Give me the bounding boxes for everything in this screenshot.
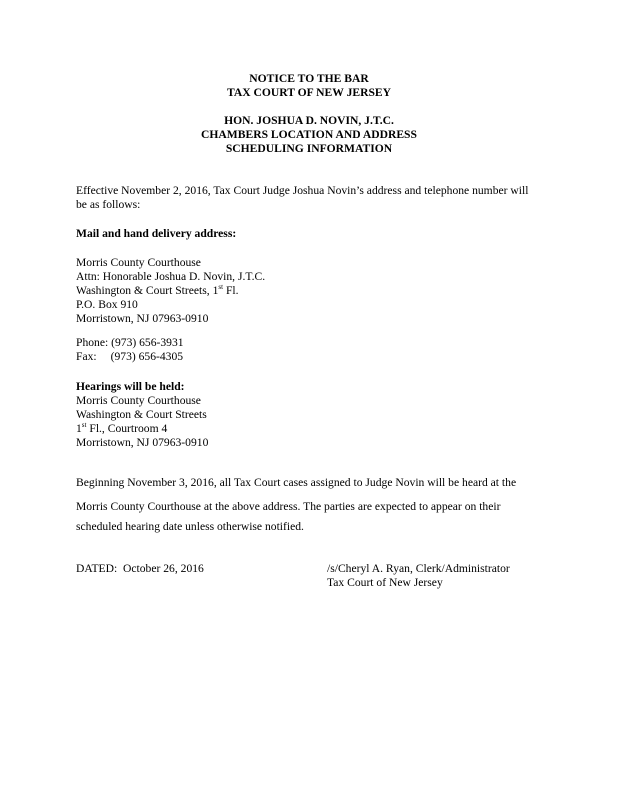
intro-line-2: be as follows: (76, 198, 141, 211)
mail-address-line-3-suffix: Fl. (223, 284, 239, 297)
body-paragraph-line-3-block (76, 520, 546, 534)
mail-address-line-5: Morristown, NJ 07963-0910 (76, 312, 209, 325)
dated-label: DATED: (76, 562, 118, 575)
body-paragraph-line-1: Beginning November 3, 2016, all Tax Court cases assigned to Judge Novin will be heard at the (76, 476, 517, 489)
signature-block (327, 562, 510, 590)
hearings-line-3 (76, 422, 546, 436)
mail-address-line-3-sup: st (218, 283, 224, 292)
phone-line (76, 336, 546, 350)
signature-line-1: /s/Cheryl A. Ryan, Clerk/Administrator (327, 562, 510, 575)
phone-number: (973) 656-3931 (111, 336, 184, 349)
notice-subtitle-line-2: CHAMBERS LOCATION AND ADDRESS (201, 128, 417, 141)
body-paragraph-line-1-block (76, 476, 546, 490)
fax-number: (973) 656-4305 (110, 350, 184, 363)
notice-title (0, 72, 618, 100)
fax-label: Fax: (76, 350, 97, 363)
mail-address-line-2: Attn: Honorable Joshua D. Novin, J.T.C. (76, 270, 266, 283)
dated-date: October 26, 2016 (123, 562, 204, 575)
body-paragraph-line-2-block (76, 500, 546, 514)
mail-address-block (76, 256, 546, 326)
intro-line-1: Effective November 2, 2016, Tax Court Judge Joshua Novin’s address and telephone number will (76, 184, 529, 197)
body-paragraph-line-2: Morris County Courthouse at the above address. The parties are expected to appear on their (76, 500, 501, 513)
intro-paragraph (76, 184, 546, 212)
notice-subtitle-line-3: SCHEDULING INFORMATION (225, 142, 393, 155)
notice-subtitle (0, 114, 618, 156)
phone-label: Phone: (76, 336, 109, 349)
mail-address-heading: Mail and hand delivery address: (76, 227, 237, 240)
hearings-heading: Hearings will be held: (76, 380, 185, 393)
mail-address-heading-block (76, 227, 546, 241)
hearings-block (76, 380, 546, 450)
hearings-line-3-suffix: Fl., Courtroom 4 (86, 422, 168, 435)
hearings-line-4: Morristown, NJ 07963-0910 (76, 436, 209, 449)
mail-address-line-3-prefix: Washington & Court Streets, 1 (76, 284, 219, 297)
hearings-line-3-sup: st (81, 421, 87, 430)
hearings-line-1: Morris County Courthouse (76, 394, 201, 407)
body-paragraph-line-3: scheduled hearing date unless otherwise notified. (76, 520, 304, 533)
hearings-line-2: Washington & Court Streets (76, 408, 207, 421)
notice-title-line-1: NOTICE TO THE BAR (249, 72, 369, 85)
contact-block (76, 336, 546, 364)
notice-title-line-2: TAX COURT OF NEW JERSEY (226, 86, 392, 99)
hearings-line-3-prefix: 1 (76, 422, 82, 435)
signature-line-2: Tax Court of New Jersey (327, 576, 443, 589)
mail-address-line-1: Morris County Courthouse (76, 256, 201, 269)
fax-line (76, 350, 546, 364)
mail-address-line-4: P.O. Box 910 (76, 298, 138, 311)
mail-address-line-3 (76, 284, 546, 298)
notice-subtitle-line-1: HON. JOSHUA D. NOVIN, J.T.C. (224, 114, 394, 127)
